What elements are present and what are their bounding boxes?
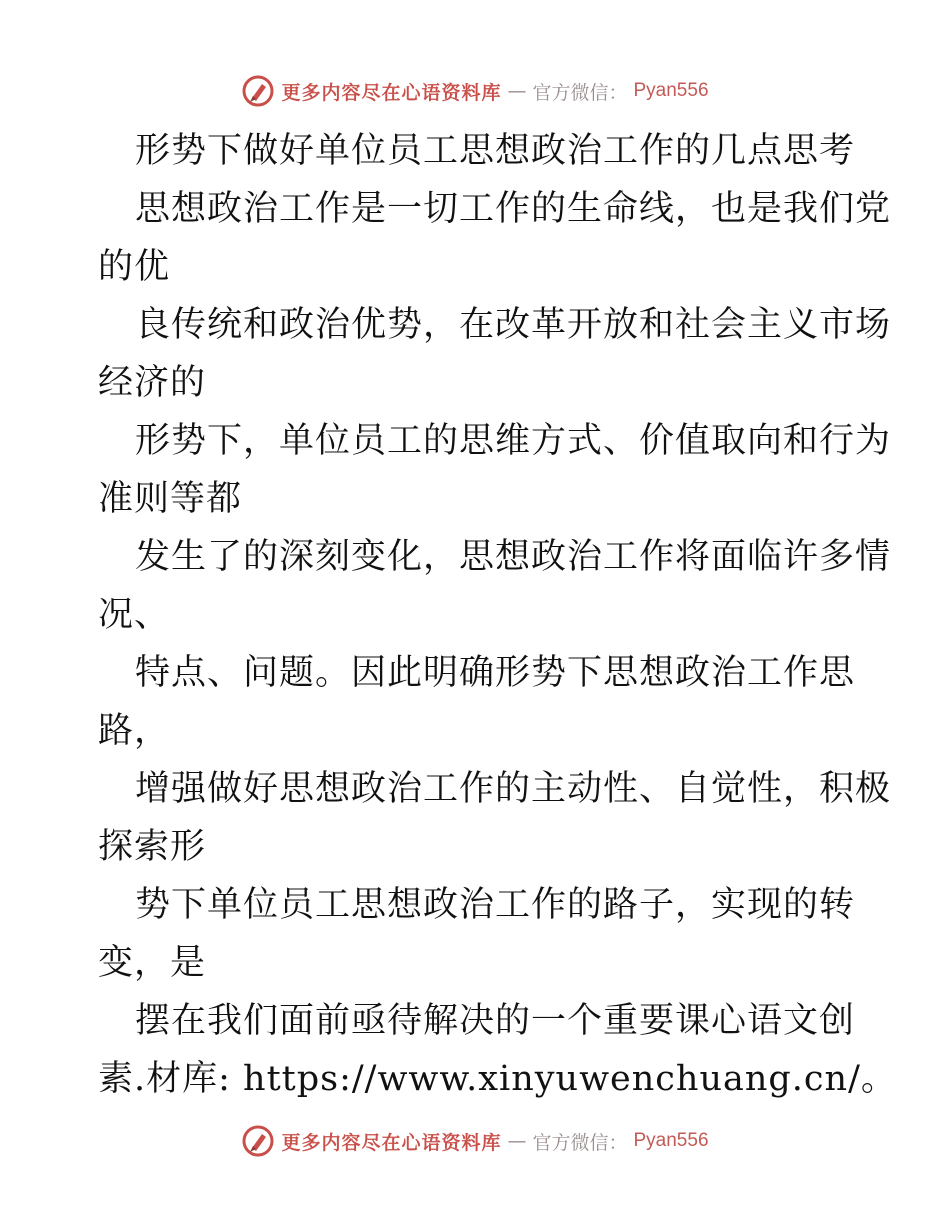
paragraph-line: 势下单位员工思想政治工作的路子，实现的转 xyxy=(135,885,856,925)
footer-dash: — xyxy=(507,1130,527,1152)
paragraph-line: 探索形 xyxy=(98,827,207,867)
paragraph-line: 增强做好思想政治工作的主动性、自觉性，积极 xyxy=(135,769,892,809)
footer-brand-text: 更多内容尽在心语资料库 xyxy=(281,1131,502,1154)
header-wechat-id: Pyan556 xyxy=(633,80,709,101)
paragraph-line: 形势下，单位员工的思维方式、价值取向和行为 xyxy=(135,421,892,461)
document-title: 形势下做好单位员工思想政治工作的几点思考 xyxy=(135,131,856,171)
pen-nib-logo-icon xyxy=(241,1124,275,1158)
paragraph-line: 思想政治工作是一切工作的生命线，也是我们党 xyxy=(135,189,892,229)
paragraph-line: 况、 xyxy=(98,595,171,635)
paragraph-line: 良传统和政治优势，在改革开放和社会主义市场 xyxy=(135,305,892,345)
paragraph-line: 变，是 xyxy=(98,943,207,983)
header-dash: — xyxy=(507,80,527,102)
paragraph-line: 发生了的深刻变化，思想政治工作将面临许多情 xyxy=(135,537,892,577)
paragraph-line: 特点、问题。因此明确形势下思想政治工作思 xyxy=(135,653,856,693)
header-banner[interactable] xyxy=(0,71,950,111)
paragraph-line: 摆在我们面前亟待解决的一个重要课心语文创 xyxy=(135,1001,856,1041)
header-wechat-label: 官方微信： xyxy=(532,81,628,104)
header-brand-text: 更多内容尽在心语资料库 xyxy=(281,81,502,104)
paragraph-line: 的优 xyxy=(98,247,171,287)
paragraph-line: 经济的 xyxy=(98,363,207,403)
pen-nib-logo-icon xyxy=(241,74,275,108)
footer-banner[interactable] xyxy=(0,1121,950,1161)
paragraph-line: 准则等都 xyxy=(98,479,243,519)
footer-wechat-id: Pyan556 xyxy=(633,1130,709,1151)
document-body xyxy=(98,122,897,1108)
paragraph-line: 路， xyxy=(98,711,171,751)
footer-wechat-label: 官方微信： xyxy=(532,1131,628,1154)
source-url-line[interactable]: 素.材库: https://www.xinyuwenchuang.cn/。 xyxy=(98,1059,897,1099)
